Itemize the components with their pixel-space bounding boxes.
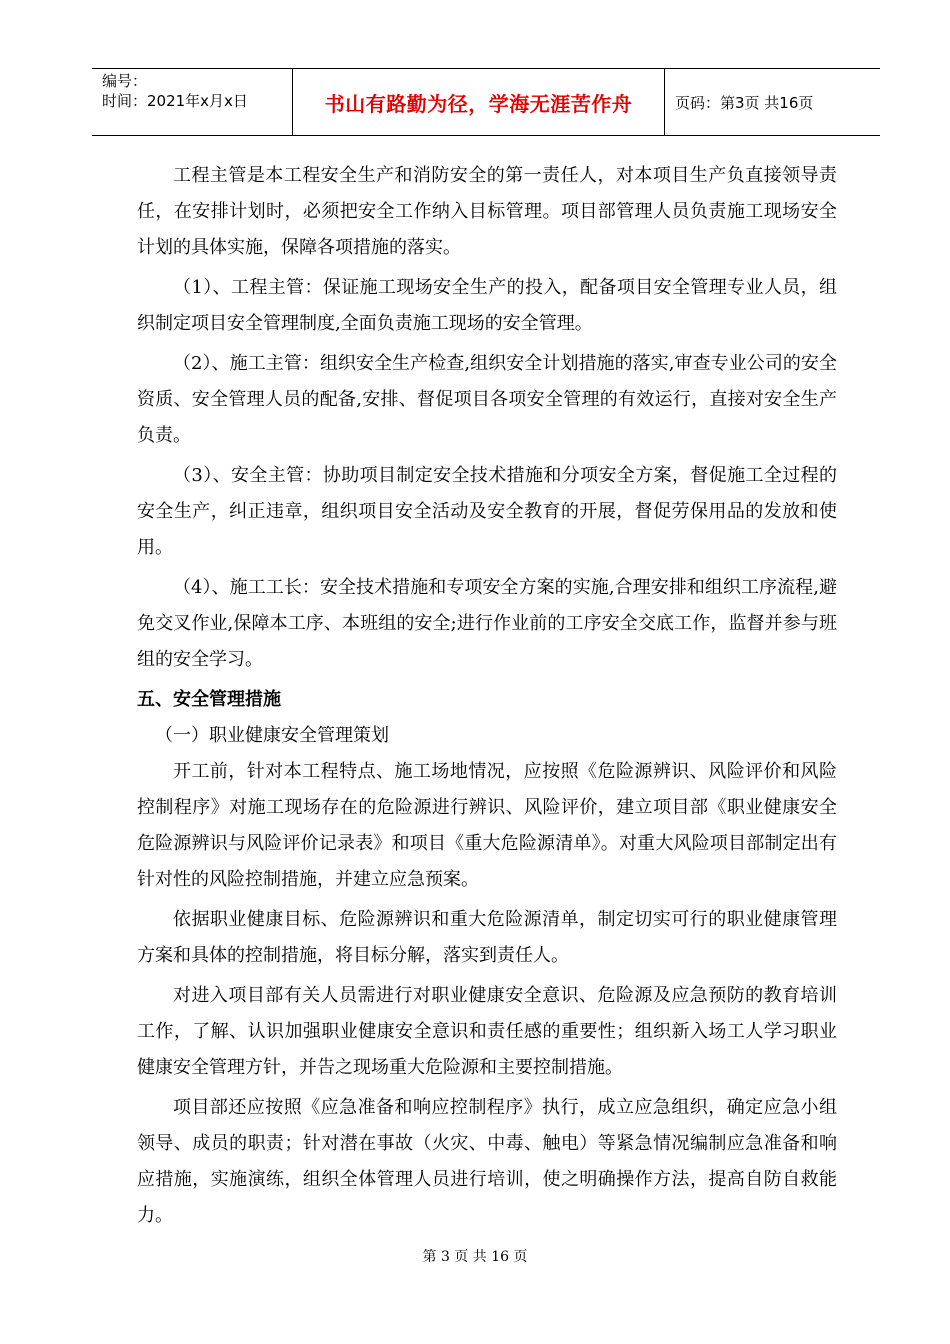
paragraph-training: 对进入项目部有关人员需进行对职业健康安全意识、危险源及应急预防的教育培训工作，了解、认识加强职业健康安全意识和责任感的重要性；组织新入场工人学习职业健康安全管理方针，并告之现场重大危险源和主要控制措施。 [137, 985, 837, 1078]
paragraph-item-1: （1）、工程主管：保证施工现场安全生产的投入，配备项目安全管理专业人员，组织制定项目安全管理制度,全面负责施工现场的安全管理。 [137, 277, 837, 334]
footer-page-number: 第 3 页 共 16 页 [422, 1249, 528, 1265]
paragraph-intro: 工程主管是本工程安全生产和消防安全的第一责任人，对本项目生产负直接领导责任，在安排计划时，必须把安全工作纳入目标管理。项目部管理人员负责施工现场安全计划的具体实施，保障各项措施的落实。 [137, 165, 837, 258]
page-header [92, 68, 880, 136]
document-body [137, 158, 837, 1234]
paragraph-item-4: （4）、施工工长：安全技术措施和专项安全方案的实施,合理安排和组织工序流程,避免交叉作业,保障本工序、本班组的安全;进行作业前的工序安全交底工作，监督并参与班组的安全学习。 [137, 577, 837, 670]
header-meta [92, 69, 293, 135]
page-footer [0, 1246, 950, 1266]
paragraph-emergency: 项目部还应按照《应急准备和响应控制程序》执行，成立应急组织，确定应急小组领导、成员的职责；针对潜在事故（火灾、中毒、触电）等紧急情况编制应急准备和响应措施，实施演练，组织全体管理人员进行培训，使之明确操作方法，提高自防自救能力。 [137, 1097, 837, 1226]
paragraph-planning: 开工前，针对本工程特点、施工场地情况，应按照《危险源辨识、风险评价和风险控制程序》对施工现场存在的危险源进行辨识、风险评价，建立项目部《职业健康安全危险源辨识与风险评价记录表》和项目《重大危险源清单》。对重大风险项目部制定出有针对性的风险控制措施，并建立应急预案。 [137, 761, 837, 890]
subsection-title: （一）职业健康安全管理策划 [155, 725, 389, 746]
header-page-cell [665, 69, 880, 135]
header-page-info: 页码：第3页 共16页 [675, 93, 814, 112]
number-label: 编号： [102, 72, 148, 90]
motto-text: 书山有路勤为径，学海无涯苦作舟 [324, 91, 633, 116]
header-motto-cell [293, 69, 665, 135]
time-label: 时间：2021年x月x日 [102, 92, 248, 110]
paragraph-targets: 依据职业健康目标、危险源辨识和重大危险源清单，制定切实可行的职业健康管理方案和具体的控制措施，将目标分解，落实到责任人。 [137, 909, 837, 966]
paragraph-item-2: （2）、施工主管：组织安全生产检查,组织安全计划措施的落实,审查专业公司的安全资质、安全管理人员的配备,安排、督促项目各项安全管理的有效运行，直接对安全生产负责。 [137, 353, 837, 446]
paragraph-item-3: （3）、安全主管：协助项目制定安全技术措施和分项安全方案，督促施工全过程的安全生产，纠正违章，组织项目安全活动及安全教育的开展，督促劳保用品的发放和使用。 [137, 465, 837, 558]
section-title: 五、安全管理措施 [137, 689, 281, 710]
